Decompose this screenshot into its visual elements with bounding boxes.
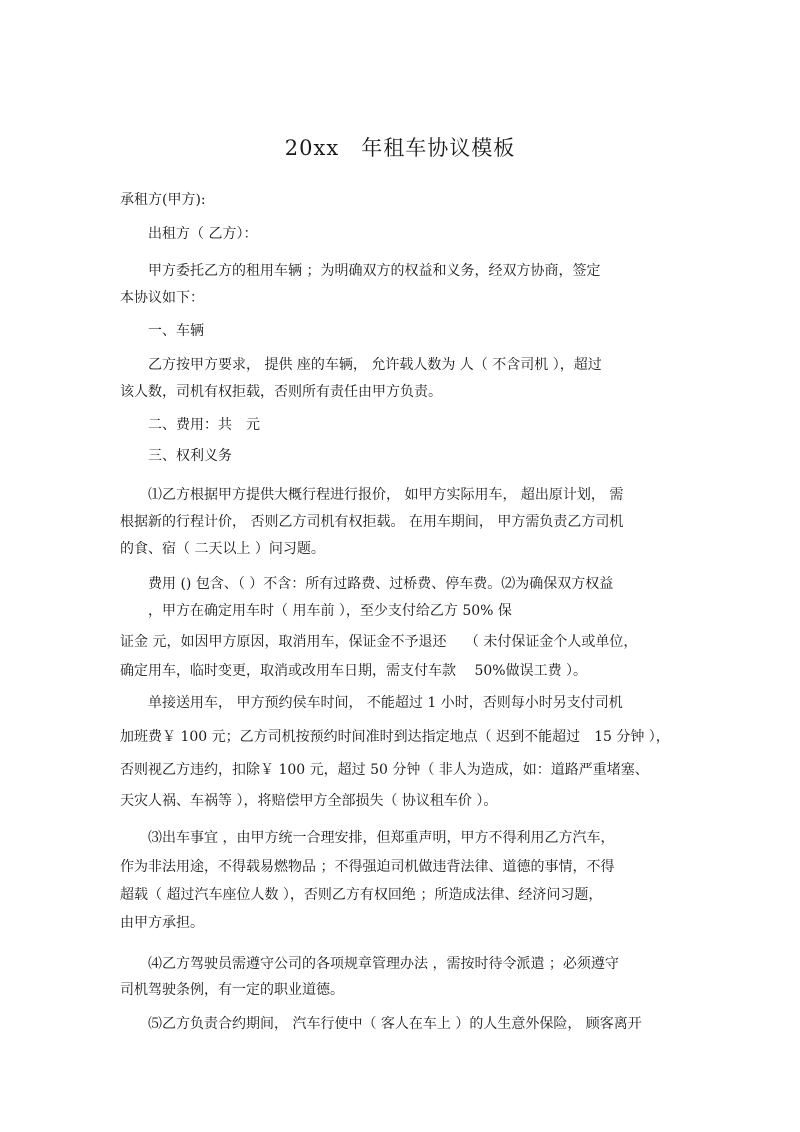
text-line: 承租方(甲方): bbox=[120, 192, 206, 208]
section-heading: 一、车辆 bbox=[148, 323, 204, 339]
text-line: 作为非法用途，不得载易燃物品 ；不得强迫司机做违背法律、道德的事情，不得 bbox=[120, 859, 615, 875]
text-line: 单接送用车， 甲方预约侯车时间， 不能超过 1 小时，否则每小时另支付司机 bbox=[148, 695, 623, 711]
text-line: 由甲方承担。 bbox=[120, 915, 204, 931]
text-line: 司机驾驶条例，有一定的职业道德。 bbox=[120, 982, 344, 998]
text-line: ⑸乙方负责合约期间， 汽车行使中（ 客人在车上 ）的人生意外保险， 顾客离开 bbox=[148, 1016, 642, 1032]
text-line: 超载（ 超过汽车座位人数 ），否则乙方有权回绝 ；所造成法律、经济问习题， bbox=[120, 887, 603, 903]
text-line: 确定用车，临时变更，取消或改用车日期，需支付车款 50%做误工费 ）。 bbox=[120, 663, 588, 679]
text-line: 根据新的行程计价， 否则乙方司机有权拒载。 在用车期间， 甲方需负责乙方司机 bbox=[120, 514, 624, 530]
section-heading: 二、费用：共 元 bbox=[148, 417, 260, 433]
text-line: 加班费￥ 100 元；乙方司机按预约时间准时到达指定地点（ 迟到不能超过 15 分钟 ）， bbox=[120, 729, 670, 745]
text-line: 甲方委托乙方的租用车辆 ；为明确双方的权益和义务，经双方协商，签定 bbox=[148, 263, 601, 279]
section-heading: 三、权利义务 bbox=[148, 448, 232, 464]
text-line: 证金 元，如因甲方原因，取消用车，保证金不予退还 （ 未付保证金个人或单位， bbox=[120, 634, 638, 650]
text-line: 出租方（ 乙方）： bbox=[148, 226, 258, 242]
text-line: ⑶出车事宜 ，由甲方统一合理安排，但郑重声明，甲方不得利用乙方汽车， bbox=[148, 830, 615, 846]
text-line: ⑷乙方驾驶员需遵守公司的各项规章管理办法 ，需按时待令派遣 ；必须遵守 bbox=[148, 956, 619, 972]
text-line: 天灾人祸、车祸等 ），将赔偿甲方全部损失（ 协议租车价 ）。 bbox=[120, 793, 498, 809]
text-line: ⑴乙方根据甲方提供大概行程进行报价， 如甲方实际用车， 超出原计划， 需 bbox=[148, 487, 624, 503]
text-line: 本协议如下： bbox=[120, 290, 204, 306]
document-title: 20xx 年租车协议模板 bbox=[284, 136, 516, 160]
text-line: 该人数，司机有权拒载，否则所有责任由甲方负责。 bbox=[120, 384, 442, 400]
text-line: 乙方按甲方要求， 提供 座的车辆， 允许载人数为 人（ 不含司机 ），超过 bbox=[148, 357, 602, 373]
text-line: 费用 () 包含、（ ）不含：所有过路费、过桥费、停车费。⑵为确保双方权益 bbox=[148, 576, 614, 592]
text-line: 否则视乙方违约，扣除￥ 100 元，超过 50 分钟（ 非人为造成，如：道路严重堵塞、 bbox=[120, 762, 649, 778]
text-line: 的食、宿（ 二天以上 ）问习题。 bbox=[120, 541, 325, 557]
text-line: ，甲方在确定用车时（ 用车前 ），至少支付给乙方 50% 保 bbox=[148, 603, 512, 619]
